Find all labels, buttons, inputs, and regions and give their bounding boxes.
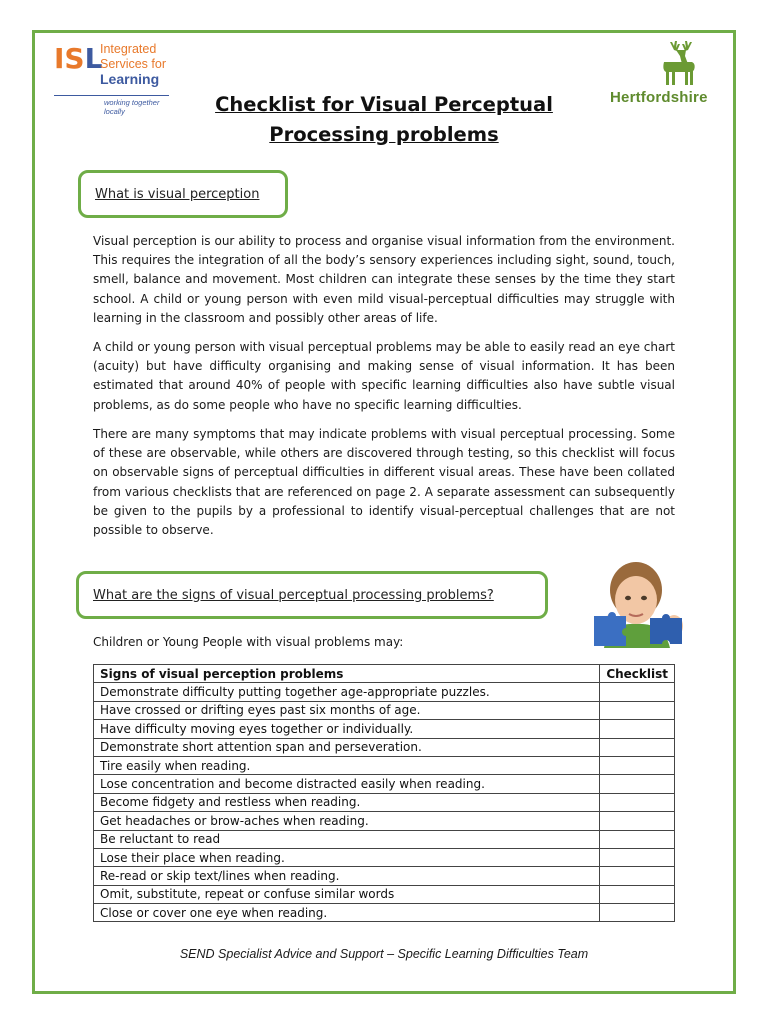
- checklist-cell[interactable]: [600, 830, 675, 848]
- paragraph-1: Visual perception is our ability to process and organise visual information from the environment. This requires the integration of all the body’s sensory experiences including sight, sound, touch, smell, balance and movement. Most children can integrate these senses by the time they start school. A child or young person with even mild visual-perceptual difficulties may struggle with learning in the classroom and possibly other areas of life.: [93, 234, 675, 325]
- sign-cell: Have crossed or drifting eyes past six months of age.: [94, 701, 600, 719]
- section-heading-what-is: What is visual perception: [95, 186, 260, 202]
- sign-cell: Demonstrate short attention span and perseveration.: [94, 738, 600, 756]
- title-line-1: Checklist for Visual Perceptual: [215, 93, 553, 116]
- checklist-cell[interactable]: [600, 756, 675, 774]
- checklist-cell[interactable]: [600, 812, 675, 830]
- checklist-cell[interactable]: [600, 775, 675, 793]
- sign-cell: Lose their place when reading.: [94, 848, 600, 866]
- checklist-cell[interactable]: [600, 683, 675, 701]
- checklist-cell[interactable]: [600, 904, 675, 922]
- table-intro: Children or Young People with visual problems may:: [93, 635, 404, 649]
- checklist-cell[interactable]: [600, 867, 675, 885]
- table-row: [94, 775, 675, 793]
- hertfordshire-logo: [608, 40, 718, 130]
- checklist-cell[interactable]: [600, 701, 675, 719]
- table-row: [94, 720, 675, 738]
- isl-motto: working together locally: [104, 98, 160, 116]
- isl-name: [100, 42, 166, 87]
- table-row: [94, 830, 675, 848]
- section-heading-signs: What are the signs of visual perceptual processing problems?: [93, 587, 494, 603]
- table-row: [94, 848, 675, 866]
- isl-divider: [54, 95, 169, 96]
- table-row: [94, 885, 675, 903]
- sign-cell: Be reluctant to read: [94, 830, 600, 848]
- sign-cell: Omit, substitute, repeat or confuse similar words: [94, 885, 600, 903]
- sign-cell: Have difficulty moving eyes together or individually.: [94, 720, 600, 738]
- isl-name-line-1: Integrated: [100, 42, 157, 56]
- sign-cell: Get headaches or brow-aches when reading.: [94, 812, 600, 830]
- checklist-cell[interactable]: [600, 738, 675, 756]
- sign-cell: Re-read or skip text/lines when reading.: [94, 867, 600, 885]
- page-footer: SEND Specialist Advice and Support – Specific Learning Difficulties Team: [179, 947, 589, 961]
- table-row: [94, 904, 675, 922]
- section-what-is-visual-perception: [78, 170, 288, 218]
- signs-checklist-table: [93, 664, 675, 922]
- table-row: [94, 683, 675, 701]
- isl-letter-s: S: [64, 42, 85, 75]
- table-row: [94, 812, 675, 830]
- hertfordshire-name: Hertfordshire: [610, 89, 708, 106]
- isl-letters: [54, 44, 102, 74]
- sign-cell: Lose concentration and become distracted easily when reading.: [94, 775, 600, 793]
- checklist-cell[interactable]: [600, 793, 675, 811]
- isl-logo: [52, 40, 172, 116]
- isl-letter-l: L: [84, 42, 103, 75]
- isl-name-line-2: Services for: [100, 57, 166, 71]
- sign-cell: Close or cover one eye when reading.: [94, 904, 600, 922]
- table-row: [94, 701, 675, 719]
- document-title: [200, 90, 568, 150]
- table-row: [94, 867, 675, 885]
- sign-cell: Demonstrate difficulty putting together age-appropriate puzzles.: [94, 683, 600, 701]
- checklist-cell[interactable]: [600, 848, 675, 866]
- sign-cell: Tire easily when reading.: [94, 756, 600, 774]
- header-signs: Signs of visual perception problems: [94, 665, 600, 683]
- checklist-cell[interactable]: [600, 720, 675, 738]
- isl-name-line-3: Learning: [100, 71, 160, 87]
- isl-letter-i: I: [54, 42, 65, 75]
- table-row: [94, 793, 675, 811]
- header-checklist: Checklist: [600, 665, 675, 683]
- child-puzzle-photo: [584, 560, 694, 648]
- table-header-row: [94, 665, 675, 683]
- paragraph-2: A child or young person with visual perceptual problems may be able to easily read an eye chart (acuity) but have difficulty organising and making sense of visual information. It has been estimated that around 40% of people with specific learning difficulties also have subtle visual problems, as do some people who have no specific learning difficulties.: [93, 340, 675, 412]
- section-signs: [76, 571, 548, 619]
- paragraph-3: There are many symptoms that may indicate problems with visual perceptual processing. Some of these are observable, while others are discovered through testing, so this checklist will focus on observable signs of perceptual difficulties in different visual areas. These have been collated from various checklists that are referenced on page 2. A separate assessment can subsequently be given to the pupils by a professional to identify visual-perceptual challenges that are not possible to observe.: [93, 427, 675, 538]
- table-row: [94, 756, 675, 774]
- title-line-2: Processing problems: [269, 123, 499, 146]
- checklist-cell[interactable]: [600, 885, 675, 903]
- sign-cell: Become fidgety and restless when reading.: [94, 793, 600, 811]
- table-row: [94, 738, 675, 756]
- stag-icon: [608, 40, 718, 90]
